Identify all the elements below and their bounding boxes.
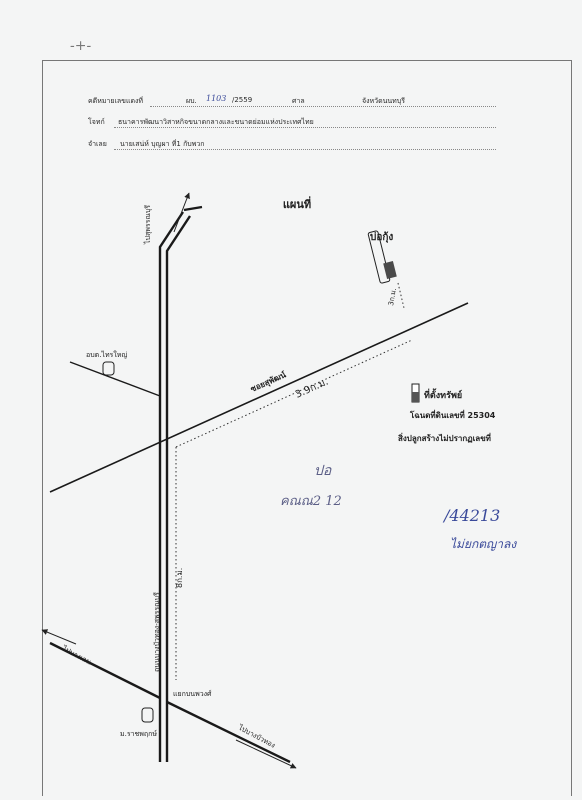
label-pond: บ่อกุ้ง: [370, 232, 394, 243]
label-tambon-office: อบต.ไทรใหญ่: [86, 351, 128, 359]
school-marker: [142, 708, 153, 722]
dotted-guides: [176, 283, 412, 680]
plaintiff-name: ธนาคารพัฒนาวิสาหกิจขนาดกลางและขนาดย่อมแห่งประเทศไทย: [118, 118, 314, 126]
label-property: ที่ตั้งทรัพย์: [424, 391, 463, 401]
handwritten-initial: ปอ: [314, 463, 332, 479]
north-arrow-line: [174, 193, 189, 232]
label-to-bangbuathong: ไปบางบัวทอง: [237, 723, 277, 750]
label-intersection: แยกบนพวงศ์: [173, 690, 212, 698]
case-prefix: ผบ.: [186, 97, 197, 105]
label-deed: โฉนดที่ดินเลขที่ 25304: [410, 411, 496, 420]
property-marker: [412, 384, 419, 402]
label-soi-distance: 3.9ก.ม.: [293, 376, 331, 401]
tambon-office-marker: [103, 362, 114, 375]
plaintiff-label: โจทก์: [88, 118, 105, 126]
main-road: [160, 207, 202, 762]
label-main-road: ถนนบางบัวทอง-สุพรรณบุรี: [153, 592, 161, 672]
defendant-label: จำเลย: [88, 140, 107, 148]
case-number: 1103: [206, 94, 227, 103]
label-pond-distance: 3ก.ม.: [387, 287, 399, 307]
pen-mark: -+-: [70, 38, 92, 54]
label-school: ม.ราชพฤกษ์: [120, 730, 157, 738]
handwritten-number: /44213: [444, 506, 501, 525]
label-soi-road: ซอยสุพัฒน์: [249, 370, 288, 394]
bangyai-arrow-line: [42, 630, 76, 644]
label-to-bangyai: ไปบางเลน: [61, 644, 93, 667]
soi-road-line: [50, 303, 468, 492]
handwritten-note-1: คณณ2 12: [280, 494, 342, 509]
case-label: คดีหมายเลขแดงที่: [88, 97, 144, 105]
court-name: จังหวัดนนทบุรี: [362, 97, 405, 105]
label-main-distance: 8ก.ม.: [175, 567, 184, 588]
label-to-suphanburi: ไปสุพรรณบุรี: [144, 204, 152, 244]
tambon-road-line: [70, 362, 160, 396]
case-year: /2559: [232, 96, 253, 104]
defendant-name: นายเสน่ห์ บุญผา ที่1 กับพวก: [120, 140, 205, 148]
handwritten-note-2: ไม่ยกตญาลง: [450, 537, 517, 551]
label-building-note: สิ่งปลูกสร้างไม่ปรากฏเลขที่: [398, 434, 491, 443]
map-title: แผนที่: [282, 198, 312, 211]
court-label: ศาล: [292, 97, 305, 105]
